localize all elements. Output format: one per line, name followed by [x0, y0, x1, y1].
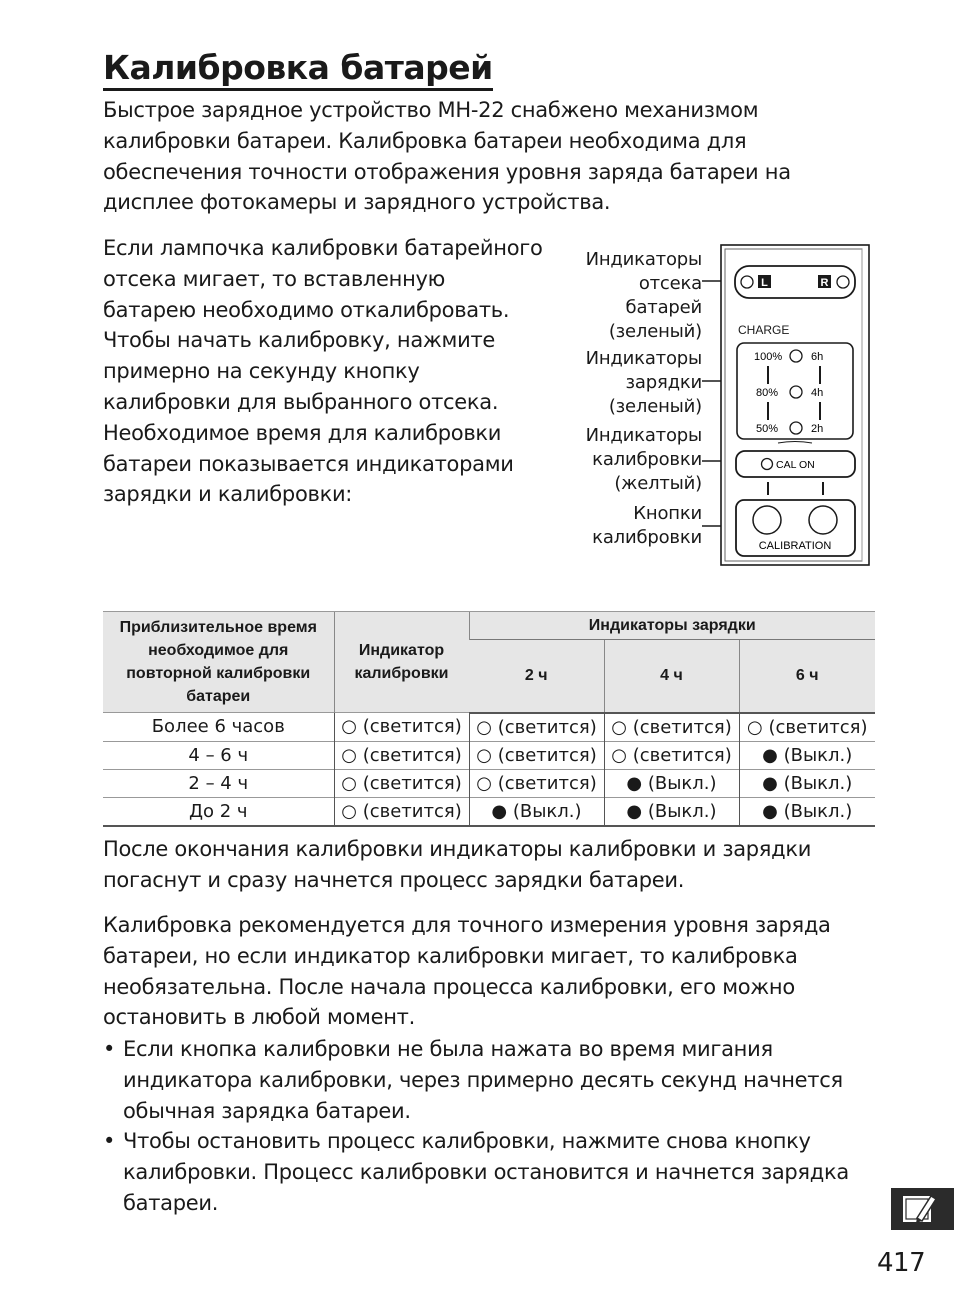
- notes-list: [103, 1034, 873, 1219]
- indicator-cell: ● (Выкл.): [604, 797, 739, 826]
- bay-left-led: [741, 276, 753, 288]
- col-header-4h: 4 ч: [604, 640, 739, 713]
- time-cell: Более 6 часов: [103, 713, 334, 742]
- table-row: [103, 741, 875, 769]
- cal-on-caption: CAL ON: [776, 459, 815, 471]
- h2: 2h: [811, 423, 824, 435]
- indicator-cell: ○ (светится): [334, 769, 469, 797]
- charge-led-2h: [790, 422, 802, 434]
- time-cell: До 2 ч: [103, 797, 334, 826]
- time-cell: 2 – 4 ч: [103, 769, 334, 797]
- bullet-marker: •: [103, 1037, 116, 1061]
- list-item: • Чтобы остановить процесс калибровки, нажмите снова кнопку калибровки. Процесс калибровки остановится и начнется зарядка батареи.: [103, 1126, 873, 1218]
- indicator-cell: ○ (светится): [334, 741, 469, 769]
- intro-paragraph: Быстрое зарядное устройство MH-22 снабжено механизмом калибровки батареи. Калибровка батареи необходима для обеспечения точности отображения уровня заряда батареи на дисплее фотокамеры и зарядного устройства.: [103, 98, 791, 215]
- indicator-cell: ● (Выкл.): [739, 769, 875, 797]
- table-row: [103, 797, 875, 826]
- pct-80: 80%: [756, 387, 779, 399]
- bay-right-led: [837, 276, 849, 288]
- indicator-cell: ○ (светится): [469, 713, 604, 742]
- page-title: Калибровка батарей: [103, 48, 493, 91]
- after-calibration-paragraph: После окончания калибровки индикаторы калибровки и зарядки погаснут и сразу начнется процесс зарядки батареи.: [103, 837, 812, 892]
- cal-button-right[interactable]: [809, 506, 837, 534]
- section-tab: [891, 1188, 954, 1230]
- bay-right-letter: R: [820, 277, 829, 289]
- table-row: [103, 713, 875, 742]
- bay-left-letter: L: [761, 277, 768, 289]
- h4: 4h: [811, 387, 824, 399]
- indicator-cell: ● (Выкл.): [469, 797, 604, 826]
- pct-100: 100%: [754, 351, 783, 363]
- label-calibration-indicators: Индикаторы калибровки (желтый): [585, 425, 702, 494]
- indicator-cell: ○ (светится): [604, 713, 739, 742]
- col-header-charge-group: Индикаторы зарядки: [469, 612, 875, 640]
- cal-led: [762, 459, 773, 470]
- label-charge-indicators: Индикаторы зарядки (зеленый): [585, 348, 702, 417]
- charger-diagram: [560, 240, 880, 570]
- cal-button-left[interactable]: [753, 506, 781, 534]
- indicator-cell: ○ (светится): [334, 713, 469, 742]
- col-header-cal-indicator: Индикатор калибровки: [334, 612, 469, 713]
- charger-panel: [720, 244, 870, 566]
- pct-50: 50%: [756, 423, 779, 435]
- col-header-6h: 6 ч: [739, 640, 875, 713]
- recommendation-paragraph: Калибровка рекомендуется для точного измерения уровня заряда батареи, но если индикатор калибровки мигает, то калибровка необязательна. После начала процесса калибровки, его можно остановить в любой момент.: [103, 913, 831, 1030]
- table-row: [103, 769, 875, 797]
- h6: 6h: [811, 351, 824, 363]
- list-item: • Если кнопка калибровки не была нажата во время мигания индикатора калибровки, через примерно десять секунд начнется обычная зарядка батареи.: [103, 1034, 873, 1126]
- indicator-cell: ○ (светится): [469, 769, 604, 797]
- indicator-cell: ○ (светится): [739, 713, 875, 742]
- indicator-cell: ○ (светится): [334, 797, 469, 826]
- calibration-instructions: Если лампочка калибровки батарейного отсека мигает, то вставленную батарею необходимо откалибровать. Чтобы начать калибровку, нажмите примерно на секунду кнопку калибровки для выбранного отсека. Необходимое время для калибровки батареи показывается индикаторами зарядки и калибровки:: [103, 236, 543, 507]
- indicator-cell: ● (Выкл.): [604, 769, 739, 797]
- page-number: 417: [877, 1248, 926, 1278]
- notes-pencil-icon: [901, 1192, 941, 1226]
- charge-led-4h: [790, 386, 802, 398]
- charge-led-6h: [790, 350, 802, 362]
- label-calibration-buttons: Кнопки калибровки: [592, 503, 702, 548]
- calibration-time-table: [103, 611, 875, 827]
- calibration-caption: CALIBRATION: [758, 540, 832, 552]
- label-bay-indicators: Индикаторы отсека батарей (зеленый): [585, 249, 702, 342]
- col-header-time: Приблизительное время необходимое для повторной калибровки батареи: [103, 612, 334, 713]
- indicator-cell: ○ (светится): [469, 741, 604, 769]
- indicator-cell: ○ (светится): [604, 741, 739, 769]
- indicator-cell: ● (Выкл.): [739, 741, 875, 769]
- indicator-cell: ● (Выкл.): [739, 797, 875, 826]
- bullet-marker: •: [103, 1129, 116, 1154]
- time-cell: 4 – 6 ч: [103, 741, 334, 769]
- charge-caption: CHARGE: [738, 323, 790, 337]
- col-header-2h: 2 ч: [469, 640, 604, 713]
